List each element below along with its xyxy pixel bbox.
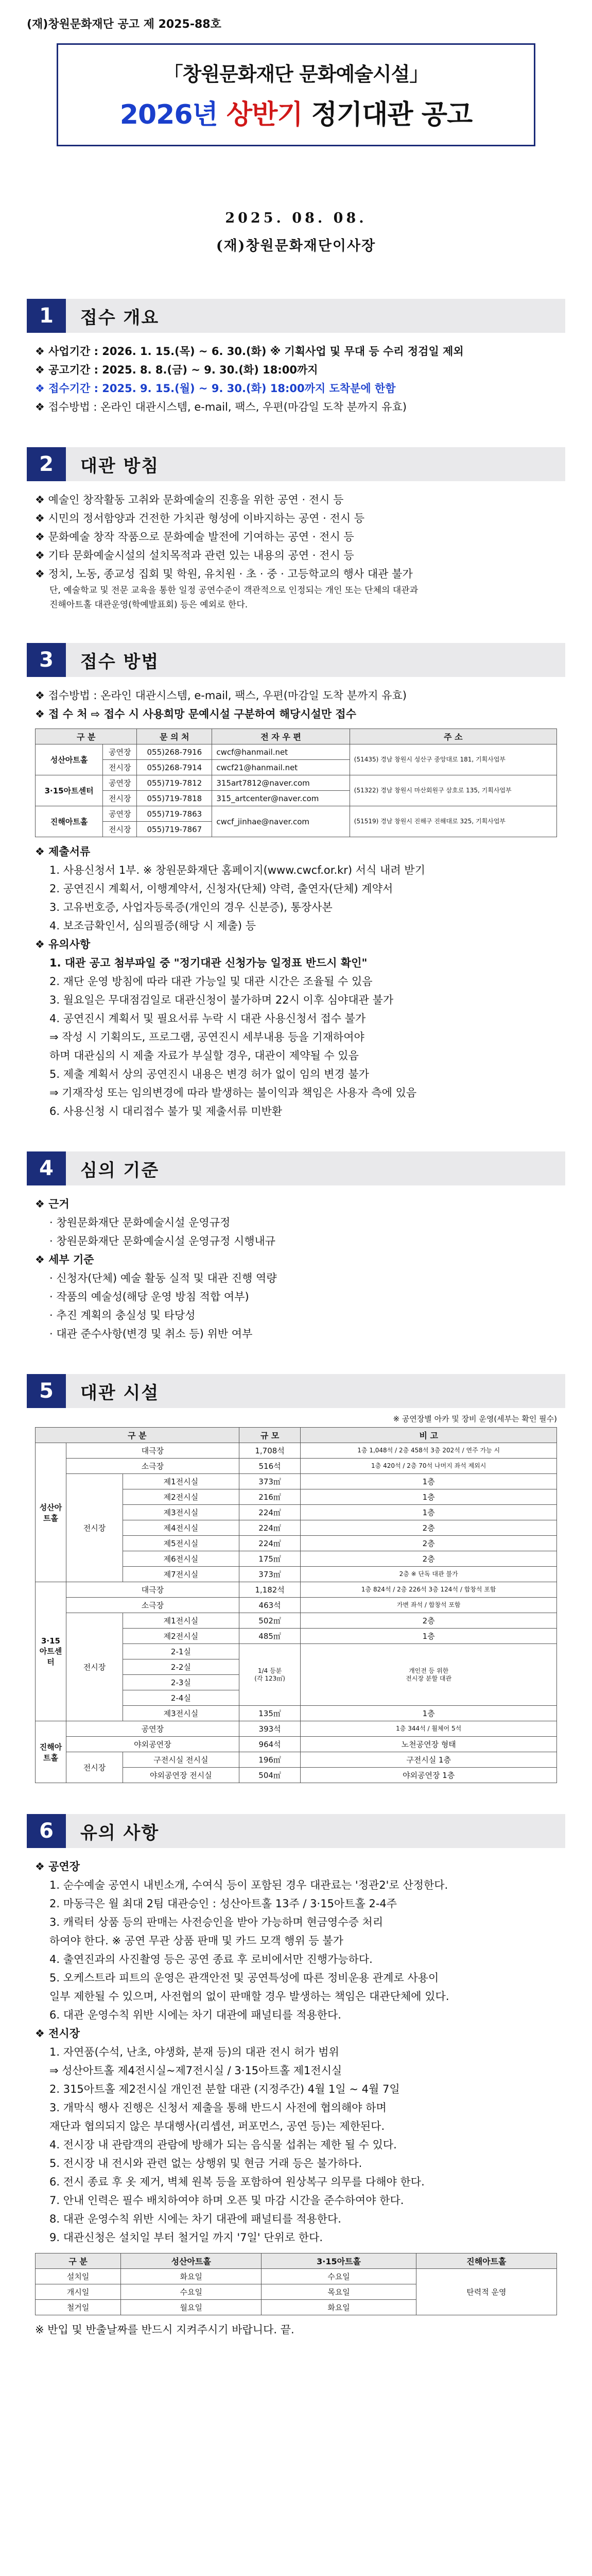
- phone-cell: 055)719-7818: [137, 791, 212, 806]
- email-link[interactable]: 315_artcenter@naver.com: [212, 791, 350, 806]
- schedule-table-wrap: [35, 2253, 557, 2315]
- policy-line: ❖ 문화예술 창작 작품으로 문화예술 발전에 기여하는 공연 · 전시 등: [35, 531, 354, 543]
- title-rest: 정기대관 공고: [311, 99, 473, 130]
- size-cell: 964석: [239, 1737, 301, 1752]
- size-cell: 135㎡: [239, 1706, 301, 1721]
- schedule-header: 진해아트홀: [416, 2253, 556, 2269]
- hall-cell: 소극장: [66, 1598, 239, 1613]
- note-cell: 구전시실 1층: [301, 1752, 557, 1768]
- contact-header: 문 의 처: [137, 729, 212, 744]
- size-cell: 504㎡: [239, 1768, 301, 1783]
- policy-line: ❖ 정치, 노동, 종교성 집회 및 학원, 유치원 · 초 · 중 · 고등학교의 행사 대관 불가: [35, 568, 413, 580]
- closing-footnote: ※ 반입 및 반출날짜를 반드시 지켜주시기 바랍니다. 끝.: [35, 2324, 294, 2336]
- section-title: 심의 기준: [66, 1151, 565, 1185]
- facility-header: 구 분: [36, 1428, 239, 1443]
- schedule-cell: 철거일: [36, 2300, 121, 2315]
- size-cell: 463석: [239, 1598, 301, 1613]
- email-link[interactable]: cwcf_jinhae@naver.com: [212, 806, 350, 837]
- phone-cell: 055)268-7916: [137, 744, 212, 760]
- performance-notes-title: ❖ 공연장: [35, 1860, 80, 1873]
- note-cell: 1층: [301, 1474, 557, 1489]
- section-3-header: [27, 643, 565, 677]
- size-cell: 1,182석: [239, 1582, 301, 1598]
- basis-item: · 창원문화재단 문화예술시설 운영규정: [49, 1216, 231, 1229]
- size-cell: 485㎡: [239, 1629, 301, 1644]
- criteria-title: ❖ 세부 기준: [35, 1253, 94, 1266]
- hall-cell: 소극장: [66, 1459, 239, 1474]
- room-cell: 제6전시실: [123, 1551, 239, 1567]
- note-cell: 1층 824석 / 2층 226석 3층 124석 / 합창석 포함: [301, 1582, 557, 1598]
- schedule-cell: 설치일: [36, 2269, 121, 2284]
- hall-cell: 전시장: [66, 1474, 123, 1582]
- room-cell: 제4전시실: [123, 1520, 239, 1536]
- performance-note: 1. 순수예술 공연시 내빈소개, 수여식 등이 포함된 경우 대관료는 '정관2'로 산정한다.: [49, 1879, 448, 1891]
- performance-note: 일부 제한될 수 있으며, 사전협의 없이 판매할 경우 발생하는 책임은 대관단체에 있다.: [49, 1990, 449, 2003]
- room-cell: 제5전시실: [123, 1536, 239, 1551]
- contact-header: 구 분: [36, 729, 137, 744]
- email-link[interactable]: cwcf@hanmail.net: [212, 744, 350, 760]
- exhibition-note: 6. 전시 종료 후 옷 제거, 벽체 원복 등을 포함하여 원상복구 의무를 다해야 한다.: [49, 2176, 425, 2188]
- performance-note: 5. 오케스트라 피트의 운영은 관객안전 및 공연특성에 따른 정비운용 관계로 사용이: [49, 1972, 439, 1984]
- note-cell: 2층 ※ 단독 대관 불가: [301, 1567, 557, 1582]
- venue-cell: 진해아트홀: [36, 1721, 66, 1783]
- hall-cell: 전시장: [66, 1613, 123, 1721]
- venue-cell: 3·15아트센터: [36, 775, 103, 806]
- performance-note: 2. 마동극은 월 최대 2팀 대관승인 : 성산아트홀 13주 / 3·15아트홀 2-4주: [49, 1897, 397, 1910]
- note-cell: 1층 344석 / 휠체어 5석: [301, 1721, 557, 1737]
- size-cell: 1,708석: [239, 1443, 301, 1459]
- schedule-cell: 탄력적 운영: [416, 2269, 556, 2315]
- room-cell: 제2전시실: [123, 1629, 239, 1644]
- note-cell: 1층: [301, 1629, 557, 1644]
- section-4-header: [27, 1151, 565, 1185]
- section-number: 4: [27, 1151, 66, 1185]
- note-cell: 2층: [301, 1520, 557, 1536]
- hall-cell: 공연장: [66, 1721, 239, 1737]
- section-1-header: [27, 299, 565, 333]
- type-cell: 공연장: [103, 744, 137, 760]
- hall-cell: 대극장: [66, 1582, 239, 1598]
- size-cell: 516석: [239, 1459, 301, 1474]
- title-line-2: [63, 93, 529, 131]
- email-link[interactable]: 315art7812@naver.com: [212, 775, 350, 791]
- address-cell: (51435) 경남 창원시 성산구 중앙대로 181, 기획사업부: [350, 744, 556, 775]
- facility-table: [35, 1427, 557, 1783]
- policy-note: 진해아트홀 대관운영(학예발표회) 등은 예외로 한다.: [49, 600, 248, 610]
- note-cell: 야외공연장 1층: [301, 1768, 557, 1783]
- schedule-cell: 수요일: [121, 2284, 262, 2300]
- note-cell: 2층: [301, 1613, 557, 1629]
- note-item: 5. 제출 계획서 상의 공연진시 내용은 변경 허가 없이 임의 변경 불가: [49, 1068, 369, 1080]
- venue-cell: 성산아트홀: [36, 744, 103, 775]
- schedule-cell: 수요일: [262, 2269, 416, 2284]
- schedule-header: 구 분: [36, 2253, 121, 2269]
- schedule-cell: 월요일: [121, 2300, 262, 2315]
- schedule-table: [35, 2253, 557, 2315]
- contact-header: 주 소: [350, 729, 556, 744]
- policy-note: 단, 예술학교 및 전문 교육을 통한 일정 공연수준이 객관적으로 인정되는 개인 또는 단체의 대관과: [49, 585, 419, 596]
- performance-note: 3. 캐릭터 상품 등의 판매는 사전승인을 받아 가능하며 현금영수증 처리: [49, 1916, 384, 1928]
- policy-line: ❖ 기타 문화예술시설의 설치목적과 관련 있는 내용의 공연 · 전시 등: [35, 549, 354, 562]
- schedule-cell: 화요일: [121, 2269, 262, 2284]
- section-number: 6: [27, 1814, 66, 1848]
- notes-title: ❖ 유의사항: [35, 938, 91, 951]
- document-item: 2. 공연진시 계획서, 이행계약서, 신청자(단체) 약력, 출연자(단체) 계약서: [49, 883, 393, 895]
- receipt-method-line: ❖ 접수방법 : 온라인 대관시스템, e-mail, 팩스, 우편(마감일 도착 분까지 유효): [35, 689, 407, 702]
- room-cell: 제3전시실: [123, 1706, 239, 1721]
- receipt-place-line: ❖ 접 수 처 ⇨ 접수 시 사용희망 문예시설 구분하여 해당시설만 접수: [35, 708, 356, 720]
- date-block: [27, 210, 565, 255]
- contact-header: 전 자 우 편: [212, 729, 350, 744]
- criteria-item: · 작품의 예술성(해당 운영 방침 적합 여부): [49, 1291, 249, 1303]
- venue-cell: 3·15아트센터: [36, 1582, 66, 1721]
- section-6-header: [27, 1814, 565, 1848]
- type-cell: 전시장: [103, 760, 137, 775]
- note-cell: 2층: [301, 1551, 557, 1567]
- note-item: ⇒ 작성 시 기획의도, 프로그램, 공연진시 세부내용 등을 기재하여야: [49, 1031, 364, 1043]
- section-5-header: [27, 1374, 565, 1408]
- note-cell: 1층: [301, 1489, 557, 1505]
- room-cell: 제3전시실: [123, 1505, 239, 1520]
- performance-note: 4. 출연진과의 사진촬영 등은 공연 종료 후 로비에서만 진행가능하다.: [49, 1953, 373, 1965]
- room-cell: 제1전시실: [123, 1613, 239, 1629]
- note-item: 2. 재단 운영 방침에 따라 대관 가능일 및 대관 시간은 조율될 수 있음: [49, 975, 373, 988]
- document-item: 4. 보조금확인서, 심의필증(해당 시 제출) 등: [49, 920, 256, 932]
- note-item: 1. 대관 공고 첨부파일 중 "정기대관 신청가능 일정표 반드시 확인": [49, 957, 368, 969]
- facility-header: 규 모: [239, 1428, 301, 1443]
- basis-title: ❖ 근거: [35, 1198, 69, 1210]
- schedule-cell: 목요일: [262, 2284, 416, 2300]
- document-item: 1. 사용신청서 1부. ※ 창원문화재단 홈페이지(www.cwcf.or.kr) 서식 내려 받기: [49, 864, 425, 876]
- section-6-body: [27, 1848, 565, 2339]
- venue-cell: 성산아트홀: [36, 1443, 66, 1582]
- note-cell: 노천공연장 형태: [301, 1737, 557, 1752]
- line-receipt-method: ❖ 접수방법 : 온라인 대관시스템, e-mail, 팩스, 우편(마감일 도착 분까지 유효): [35, 401, 407, 413]
- room-cell: 제2전시실: [123, 1489, 239, 1505]
- size-cell: 1/4 등분 (각 123㎡): [239, 1644, 301, 1706]
- facility-caption: ※ 공연장별 아카 및 장비 운영(세부는 확인 필수): [393, 1414, 557, 1423]
- criteria-item: · 대관 준수사항(변경 및 취소 등) 위반 여부: [49, 1328, 253, 1340]
- policy-line: ❖ 예술인 창작활동 고취와 문화예술의 진흥을 위한 공연 · 전시 등: [35, 494, 344, 506]
- phone-cell: 055)719-7863: [137, 806, 212, 822]
- venue-cell: 진해아트홀: [36, 806, 103, 837]
- section-title: 접수 방법: [66, 643, 565, 677]
- announcement-date: 2025. 08. 08.: [225, 210, 367, 226]
- exhibition-note: 3. 개막식 행사 진행은 신청서 제출을 통해 반드시 사전에 협의해야 하며: [49, 2102, 387, 2114]
- section-1-body: [27, 333, 565, 416]
- line-notice-period: ❖ 공고기간 : 2025. 8. 8.(금) ~ 9. 30.(화) 18:00까지: [35, 364, 318, 376]
- section-2-header: [27, 447, 565, 481]
- note-item: 6. 사용신청 시 대리접수 불가 및 제출서류 미반환: [49, 1105, 283, 1117]
- section-3-body: [27, 677, 565, 1121]
- note-item: 하며 대관심의 시 제출 자료가 부실할 경우, 대관이 제약될 수 있음: [49, 1049, 359, 1062]
- room-cell: 구전시실 전시실: [123, 1752, 239, 1768]
- size-cell: 373㎡: [239, 1567, 301, 1582]
- title-half: 상반기: [226, 99, 303, 130]
- address-cell: (51519) 경남 창원시 진해구 진해대로 325, 기획사업부: [350, 806, 556, 837]
- phone-cell: 055)268-7914: [137, 760, 212, 775]
- size-cell: 216㎡: [239, 1489, 301, 1505]
- room-cell: 2-4실: [123, 1690, 239, 1706]
- basis-item: · 창원문화재단 문화예술시설 운영규정 시행내규: [49, 1235, 276, 1247]
- title-box: [57, 43, 535, 146]
- note-cell: 1층 1,048석 / 2층 458석 3층 202석 / 연주 가능 시: [301, 1443, 557, 1459]
- schedule-header: 성산아트홀: [121, 2253, 262, 2269]
- documents-title: ❖ 제출서류: [35, 845, 91, 858]
- section-4-body: [27, 1185, 565, 1343]
- document-item: 3. 고유번호증, 사업자등록증(개인의 경우 신분증), 통장사본: [49, 901, 333, 913]
- issuing-organization: (재)창원문화재단이사장: [216, 238, 376, 254]
- room-cell: 2-1실: [123, 1644, 239, 1659]
- size-cell: 196㎡: [239, 1752, 301, 1768]
- size-cell: 224㎡: [239, 1505, 301, 1520]
- room-cell: 제7전시실: [123, 1567, 239, 1582]
- schedule-header: 3·15아트홀: [262, 2253, 416, 2269]
- title-line-1: 「창원문화재단 문화예술시설」: [163, 63, 429, 86]
- section-number: 3: [27, 643, 66, 677]
- phone-cell: 055)719-7812: [137, 775, 212, 791]
- type-cell: 전시장: [103, 822, 137, 837]
- exhibition-note: 4. 전시장 내 관람객의 관람에 방해가 되는 음식물 섭취는 제한 될 수 있다.: [49, 2139, 397, 2151]
- section-number: 5: [27, 1374, 66, 1408]
- note-cell: 1층 420석 / 2층 70석 나머지 좌석 제외시: [301, 1459, 557, 1474]
- email-link[interactable]: cwcf21@hanmail.net: [212, 760, 350, 775]
- section-number: 1: [27, 299, 66, 333]
- note-item: 3. 월요일은 무대점검일로 대관신청이 불가하며 22시 이후 심야대관 불가: [49, 994, 394, 1006]
- note-cell: 1층: [301, 1505, 557, 1520]
- exhibition-note: 2. 315아트홀 제2전시실 개인전 분할 대관 (지정주간) 4월 1일 ~ 4월 7일: [49, 2083, 400, 2095]
- performance-note: 하여야 한다. ※ 공연 무관 상품 판매 및 카드 모객 행위 등 불가: [49, 1935, 343, 1947]
- size-cell: 224㎡: [239, 1536, 301, 1551]
- type-cell: 전시장: [103, 791, 137, 806]
- contact-table: [35, 728, 557, 837]
- schedule-cell: 개시일: [36, 2284, 121, 2300]
- note-cell: 개인전 등 위한 전시장 분할 대관: [301, 1644, 557, 1706]
- exhibition-note: 5. 전시장 내 전시와 관련 없는 상행위 및 현금 거래 등은 불가하다.: [49, 2157, 362, 2170]
- type-cell: 공연장: [103, 775, 137, 791]
- line-receipt-period: ❖ 접수기간 : 2025. 9. 15.(월) ~ 9. 30.(화) 18:00까지 도착분에 한함: [35, 382, 396, 395]
- section-title: 접수 개요: [66, 299, 565, 333]
- section-5-body: [27, 1408, 565, 1783]
- size-cell: 175㎡: [239, 1551, 301, 1567]
- note-item: 4. 공연진시 계획서 및 필요서류 누락 시 대관 사용신청서 접수 불가: [49, 1012, 366, 1025]
- exhibition-note: 7. 안내 인력은 필수 배치하여야 하며 오픈 및 마감 시간을 준수하여야 한다.: [49, 2194, 404, 2207]
- room-cell: 2-2실: [123, 1659, 239, 1675]
- section-2-body: [27, 481, 565, 612]
- schedule-cell: 화요일: [262, 2300, 416, 2315]
- phone-cell: 055)719-7867: [137, 822, 212, 837]
- hall-cell: 전시장: [66, 1752, 123, 1783]
- criteria-item: · 추진 계획의 충실성 및 타당성: [49, 1309, 196, 1321]
- section-number: 2: [27, 447, 66, 481]
- room-cell: 야외공연장 전시실: [123, 1768, 239, 1783]
- section-title: 대관 방침: [66, 447, 565, 481]
- size-cell: 373㎡: [239, 1474, 301, 1489]
- title-year: 2026년: [119, 99, 218, 130]
- criteria-item: · 신청자(단체) 예술 활동 실적 및 대관 진행 역량: [49, 1272, 277, 1284]
- facility-header: 비 고: [301, 1428, 557, 1443]
- line-business-period: ❖ 사업기간 : 2026. 1. 15.(목) ~ 6. 30.(화) ※ 기획사업 및 무대 등 수리 정검일 제외: [35, 345, 464, 358]
- room-cell: 제1전시실: [123, 1474, 239, 1489]
- exhibition-note: 1. 자연품(수석, 난초, 야생화, 분재 등)의 대관 전시 허가 범위: [49, 2046, 339, 2058]
- size-cell: 502㎡: [239, 1613, 301, 1629]
- size-cell: 224㎡: [239, 1520, 301, 1536]
- note-cell: 가변 좌석 / 합창석 포함: [301, 1598, 557, 1613]
- contact-table-wrap: [35, 728, 557, 837]
- room-cell: 2-3실: [123, 1675, 239, 1690]
- exhibition-note: 8. 대관 운영수칙 위반 시에는 차기 대관에 패널티를 적용한다.: [49, 2213, 341, 2225]
- exhibition-note: 재단과 협의되지 않은 부대행사(리셉션, 퍼포먼스, 공연 등)는 제한된다.: [49, 2120, 385, 2132]
- document-number: (재)창원문화재단 공고 제 2025-88호: [27, 18, 221, 31]
- section-title: 대관 시설: [66, 1374, 565, 1408]
- type-cell: 공연장: [103, 806, 137, 822]
- note-item: ⇒ 기재작성 또는 임의변경에 따라 발생하는 불이익과 책임은 사용자 측에 있음: [49, 1087, 417, 1099]
- policy-line: ❖ 시민의 정서함양과 건전한 가치관 형성에 이바지하는 공연 · 전시 등: [35, 512, 364, 524]
- note-cell: 2층: [301, 1536, 557, 1551]
- exhibition-note: 9. 대관신청은 설치일 부터 철거일 까지 '7일' 단위로 한다.: [49, 2231, 323, 2244]
- section-title: 유의 사항: [66, 1814, 565, 1848]
- exhibition-note: ⇒ 성산아트홀 제4전시실~제7전시실 / 3·15아트홀 제1전시실: [49, 2064, 342, 2077]
- exhibition-notes-title: ❖ 전시장: [35, 2027, 80, 2040]
- performance-note: 6. 대관 운영수칙 위반 시에는 차기 대관에 패널티를 적용한다.: [49, 2009, 341, 2021]
- hall-cell: 야외공연장: [66, 1737, 239, 1752]
- hall-cell: 대극장: [66, 1443, 239, 1459]
- note-cell: 1층: [301, 1706, 557, 1721]
- size-cell: 393석: [239, 1721, 301, 1737]
- address-cell: (51322) 경남 창원시 마산회원구 삼호로 135, 기획사업부: [350, 775, 556, 806]
